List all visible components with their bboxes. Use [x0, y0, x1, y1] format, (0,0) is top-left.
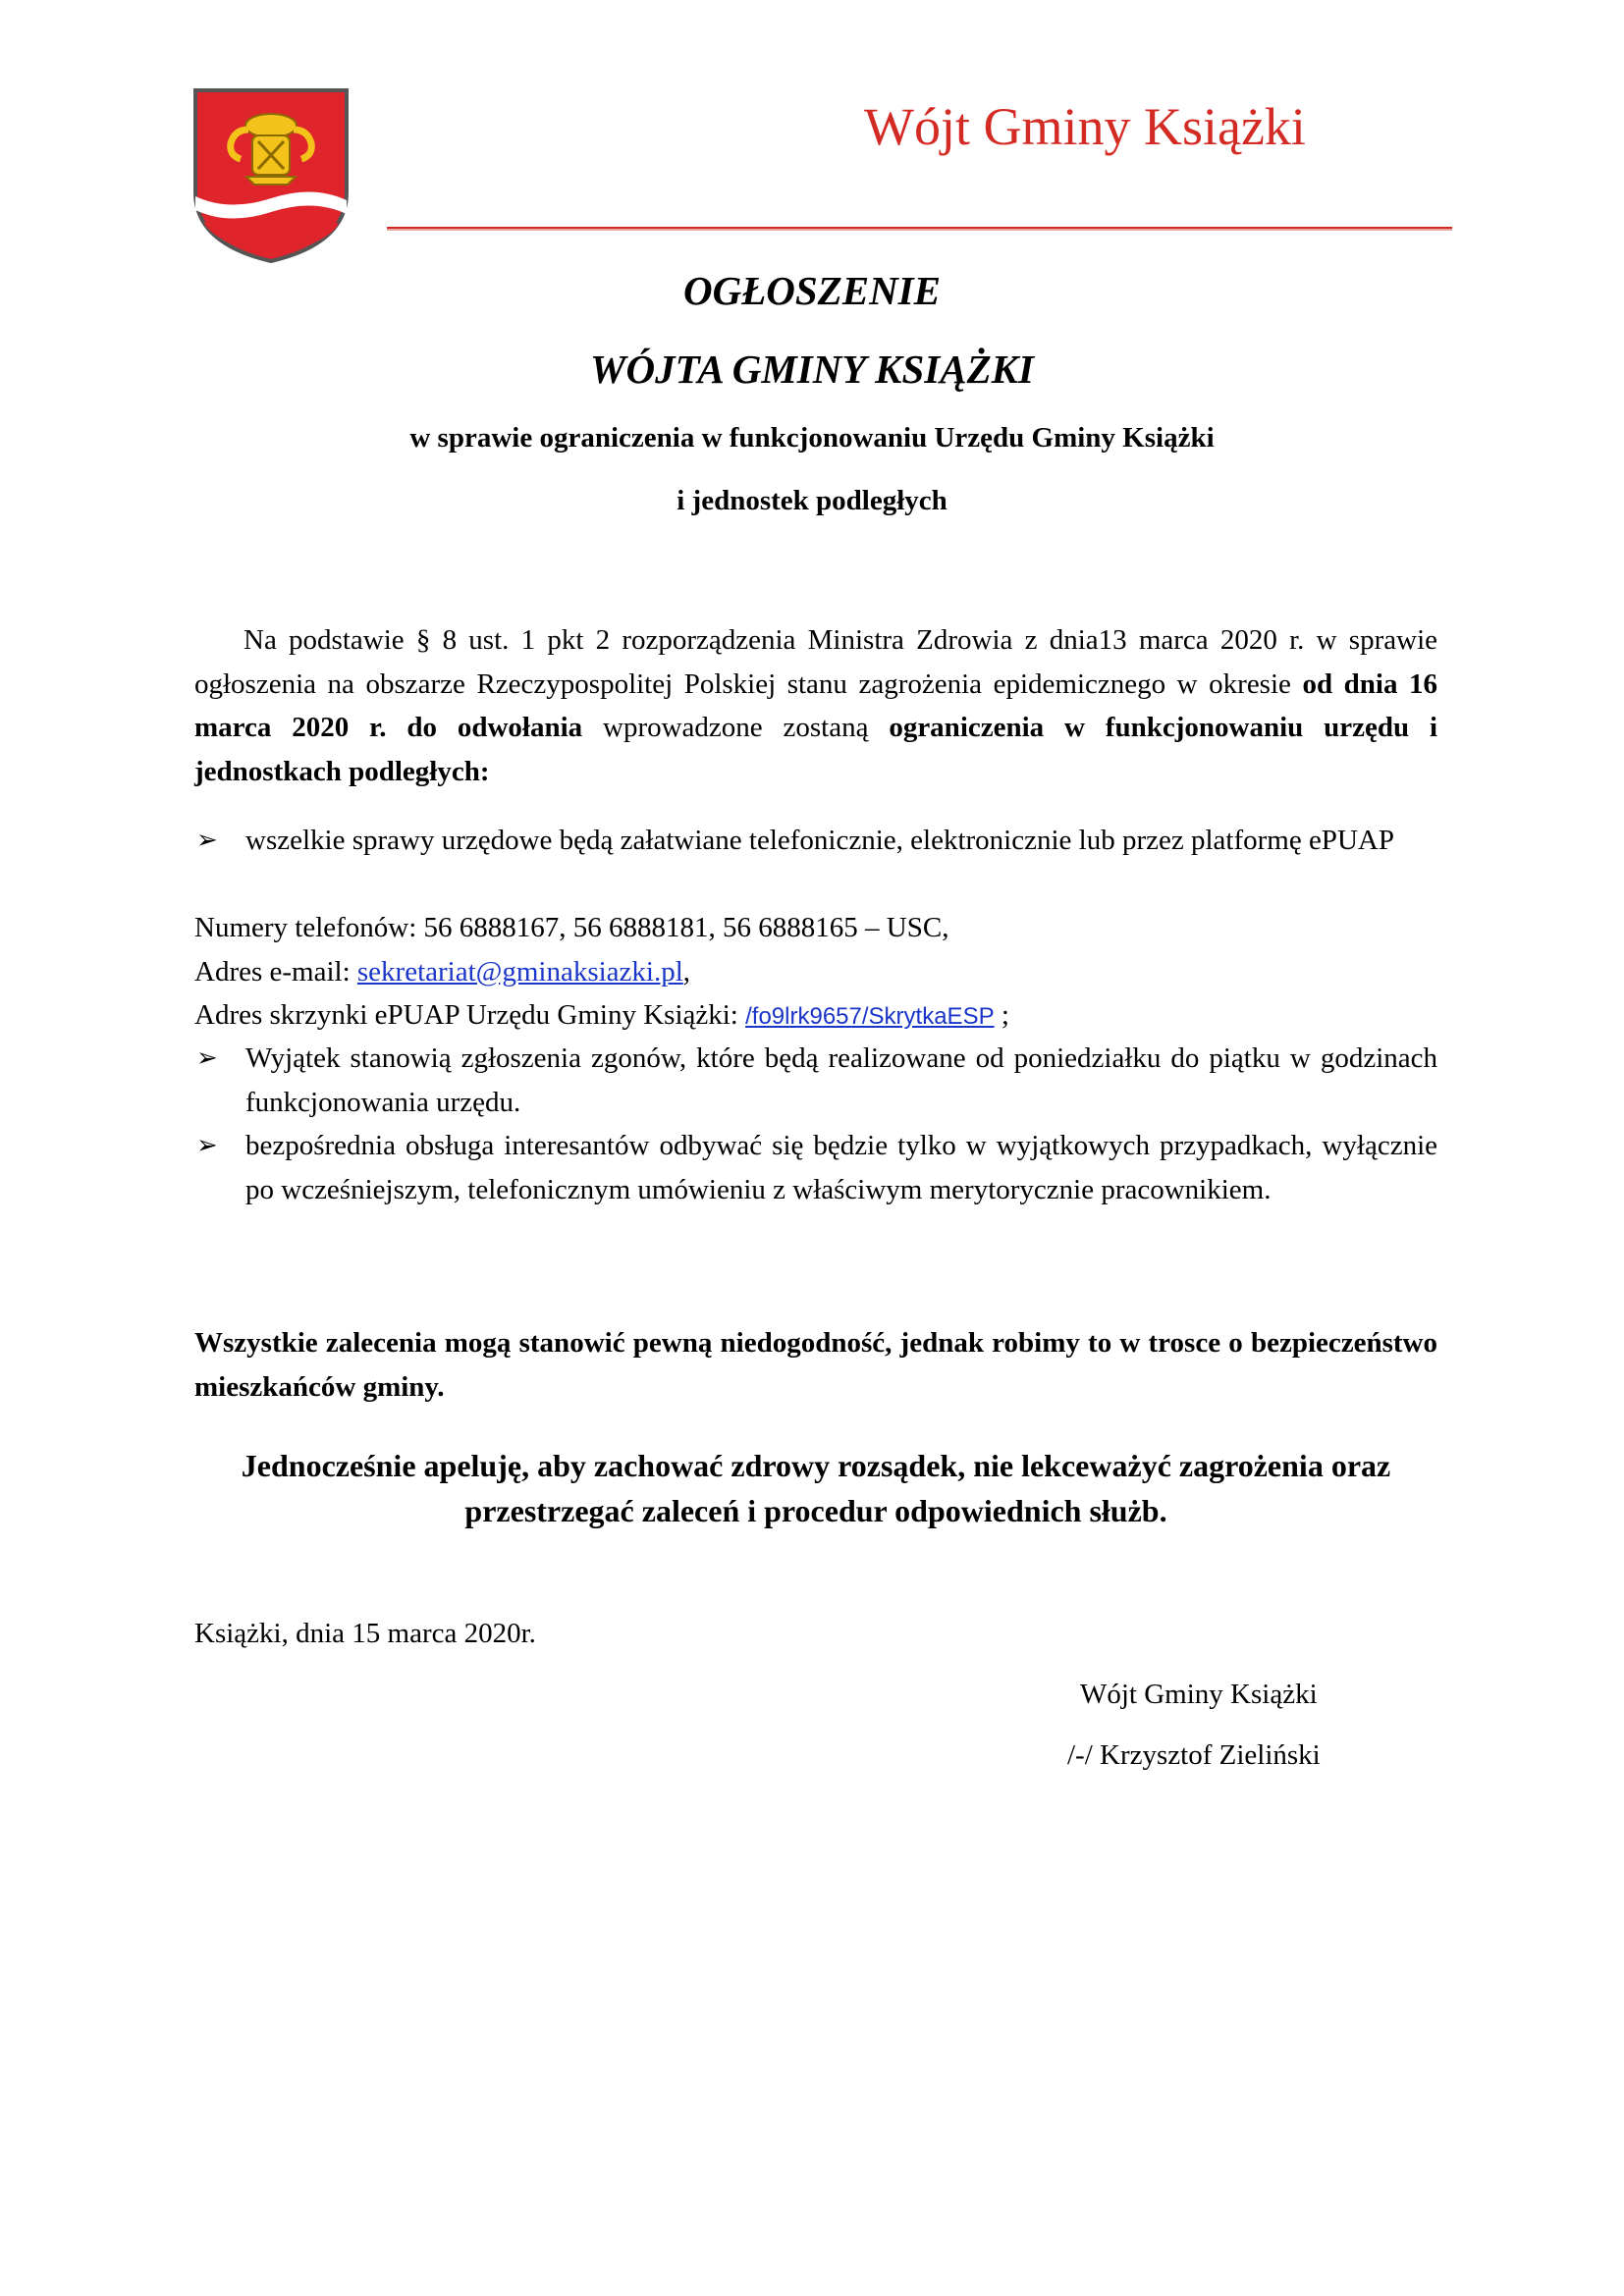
signature-name: /-/ Krzysztof Zieliński — [1067, 1739, 1321, 1771]
document-subject-continued: i jednostek podległych — [677, 485, 947, 516]
epuap-label: Adres skrzynki ePUAP Urzędu Gminy Książki: — [194, 999, 746, 1031]
intro-text-continued: wprowadzone zostaną — [582, 712, 890, 743]
intro-restrictions: ograniczenia w funkcjonowaniu urzędu i jednostkach podległych: — [194, 712, 1437, 787]
arrow-bullet-icon: ➢ — [196, 826, 218, 855]
intro-text: Na podstawie § 8 ust. 1 pkt 2 rozporządzenia Ministra Zdrowia z dnia13 marca 2020 r. w sprawie ogłoszenia na obszarze Rzeczypospolitej Polskiej stanu zagrożenia epidemicznego w okresie — [194, 624, 1437, 700]
list-item-text: wszelkie sprawy urzędowe będą załatwiane telefonicznie, elektronicznie lub przez platformę ePUAP — [245, 825, 1394, 856]
signature-title: Wójt Gminy Książki — [1080, 1679, 1318, 1710]
contact-email — [194, 950, 690, 994]
date-place: Książki, dnia 15 marca 2020r. — [194, 1618, 536, 1649]
header-divider — [387, 227, 1452, 229]
intro-paragraph — [194, 618, 1437, 793]
arrow-bullet-icon: ➢ — [196, 1131, 218, 1160]
list-item — [196, 1124, 1437, 1211]
document-subject: w sprawie ograniczenia w funkcjonowaniu Urzędu Gminy Książki — [409, 422, 1215, 454]
email-suffix: , — [682, 956, 691, 988]
intro-period: od dnia 16 marca 2020 r. do odwołania — [194, 667, 1437, 743]
recommendation-paragraph: Wszystkie zalecenia mogą stanowić pewną niedogodność, jednak robimy to w trosce o bezpieczeństwo mieszkańców gminy. — [194, 1327, 1437, 1403]
email-link[interactable]: sekretariat@gminaksiazki.pl — [356, 956, 683, 988]
document-title-issuer: WÓJTA GMINY KSIĄŻKI — [590, 347, 1034, 392]
contact-phones: Numery telefonów: 56 6888167, 56 6888181, 56 6888165 – USC, — [194, 912, 949, 943]
list-item-text: Wyjątek stanowią zgłoszenia zgonów, które będą realizowane od poniedziałku do piątku w godzinach funkcjonowania urzędu. — [245, 1042, 1437, 1118]
document-title: OGŁOSZENIE — [683, 268, 941, 313]
header-title: Wójt Gminy Książki — [864, 97, 1306, 156]
appeal-paragraph: Jednocześnie apeluję, aby zachować zdrowy rozsądek, nie lekceważyć zagrożenia oraz przestrzegać zaleceń i procedur odpowiednich służb. — [241, 1448, 1391, 1528]
epuap-suffix: ; — [994, 999, 1009, 1031]
email-label: Adres e-mail: — [194, 956, 357, 988]
list-item-text: bezpośrednia obsługa interesantów odbywać się będzie tylko w wyjątkowych przypadkach, wyłącznie po wcześniejszym, telefonicznym umówieniu z właściwym merytorycznie pracownikiem. — [245, 1130, 1437, 1205]
arrow-bullet-icon: ➢ — [196, 1043, 218, 1073]
list-item — [196, 819, 1437, 863]
epuap-link[interactable]: /fo9lrk9657/SkrytkaESP — [745, 1003, 995, 1030]
list-item — [196, 1037, 1437, 1124]
contact-epuap — [194, 993, 1009, 1040]
coat-of-arms-icon — [189, 86, 352, 264]
